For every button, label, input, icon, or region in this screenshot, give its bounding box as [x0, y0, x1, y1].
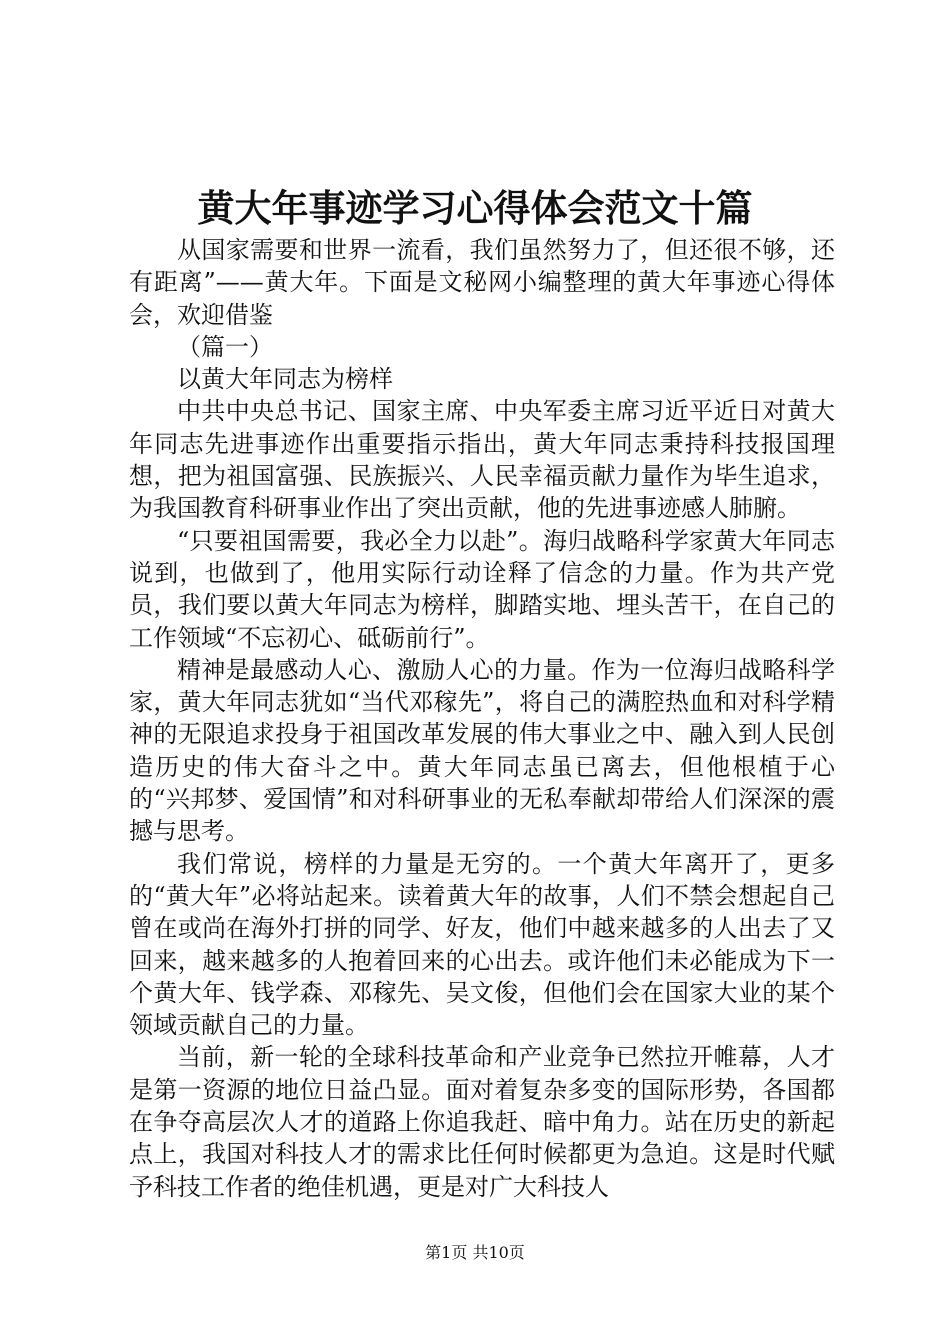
- intro-paragraph: 从国家需要和世界一流看，我们虽然努力了，但还很不够，还有距离”——黄大年。下面是文秘网小编整理的黄大年事迹心得体会，欢迎借鉴: [129, 236, 835, 329]
- body-paragraph: 当前，新一轮的全球科技革命和产业竞争已然拉开帷幕，人才是第一资源的地位日益凸显。面对着复杂多变的国际形势，各国都在争夺高层次人才的道路上你追我赶、暗中角力。站在历史的新起点上，我国对科技人才的需求比任何时候都更为急迫。这是时代赋予科技工作者的绝佳机遇，更是对广大科技人: [129, 1043, 835, 1201]
- body-paragraph: “只要祖国需要，我必全力以赴”。海归战略科学家黄大年同志说到，也做到了，他用实际行动诠释了信念的力量。作为共产党员，我们要以黄大年同志为榜样，脚踏实地、埋头苦干，在自己的工作领域“不忘初心、砥砺前行”。: [129, 526, 835, 652]
- document-title: 黄大年事迹学习心得体会范文十篇: [197, 186, 753, 230]
- article-subtitle: 以黄大年同志为榜样: [177, 365, 393, 394]
- document-body: [129, 234, 835, 1203]
- section-heading: （篇一）: [177, 332, 273, 361]
- body-paragraph: 中共中央总书记、国家主席、中央军委主席习近平近日对黄大年同志先进事迹作出重要指示指出，黄大年同志秉持科技报国理想，把为祖国富强、民族振兴、人民幸福贡献力量作为毕生追求，为我国教育科研事业作出了突出贡献，他的先进事迹感人肺腑。: [129, 397, 835, 523]
- body-paragraph: 我们常说，榜样的力量是无穷的。一个黄大年离开了，更多的“黄大年”必将站起来。读着黄大年的故事，人们不禁会想起自己曾在或尚在海外打拼的同学、好友，他们中越来越多的人出去了又回来，越来越多的人抱着回来的心出去。或许他们未必能成为下一个黄大年、钱学森、邓稼先、吴文俊，但他们会在国家大业的某个领域贡献自己的力量。: [129, 849, 835, 1040]
- page-footer: 第1页 共10页: [425, 1243, 525, 1262]
- body-paragraph: 精神是最感动人心、激励人心的力量。作为一位海归战略科学家，黄大年同志犹如“当代邓稼先”，将自己的满腔热血和对科学精神的无限追求投身于祖国改革发展的伟大事业之中、融入到人民创造历史的伟大奋斗之中。黄大年同志虽已离去，但他根植于心的“兴邦梦、爱国情”和对科研事业的无私奉献却带给人们深深的震撼与思考。: [129, 655, 835, 846]
